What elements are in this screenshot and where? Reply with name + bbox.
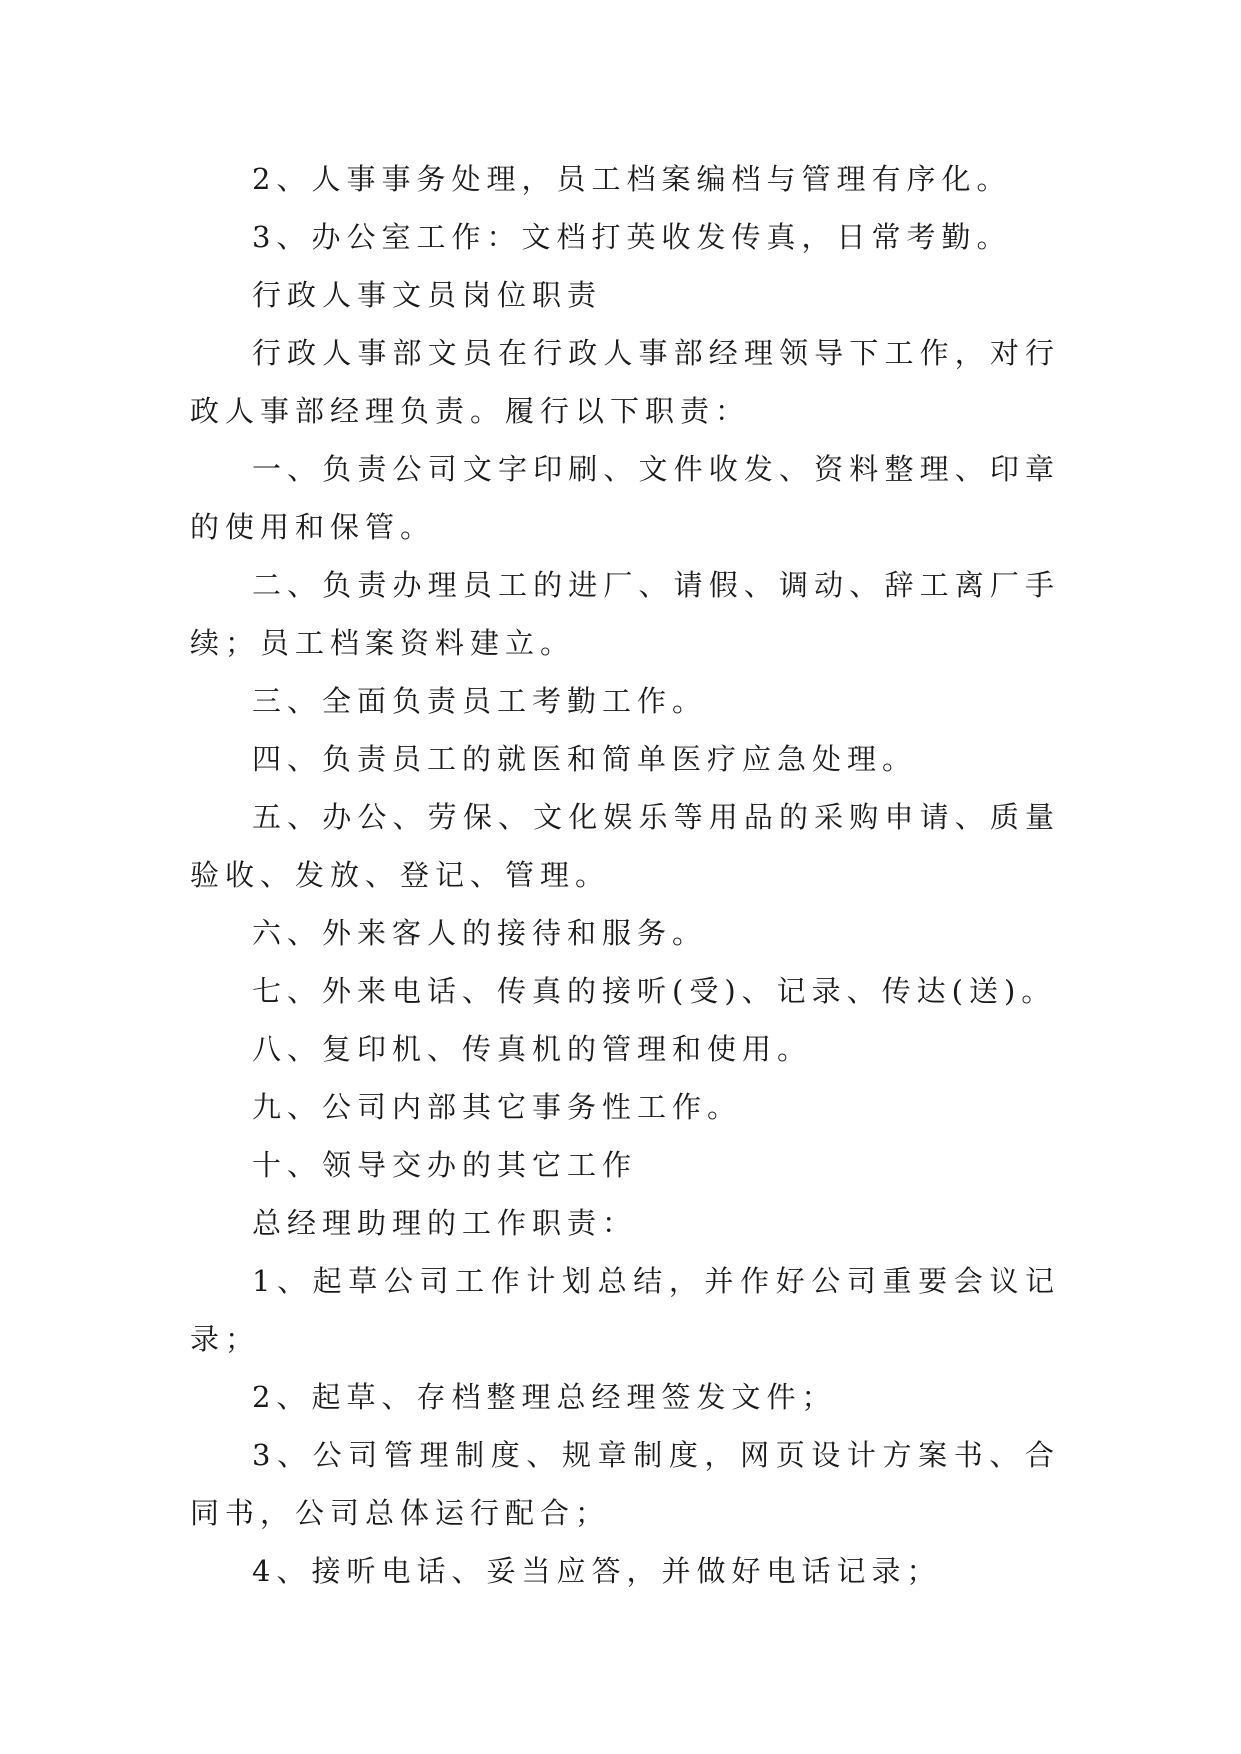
list-item: 1、起草公司工作计划总结，并作好公司重要会议记录； [190, 1264, 1060, 1356]
list-item: 九、公司内部其它事务性工作。 [252, 1090, 743, 1124]
list-item: 三、全面负责员工考勤工作。 [252, 684, 708, 718]
list-item: 一、负责公司文字印刷、文件收发、资料整理、印章的使用和保管。 [190, 452, 1060, 544]
section-heading: 行政人事文员岗位职责 [252, 278, 603, 312]
paragraph: 3、办公室工作：文档打英收发传真，日常考勤。 [252, 220, 1012, 254]
document-body [190, 150, 1060, 1600]
list-item: 六、外来客人的接待和服务。 [252, 916, 708, 950]
list-item: 十、领导交办的其它工作 [252, 1148, 638, 1182]
paragraph: 2、人事事务处理，员工档案编档与管理有序化。 [252, 162, 1012, 196]
list-item: 2、起草、存档整理总经理签发文件； [252, 1380, 837, 1414]
section-heading: 总经理助理的工作职责： [252, 1206, 638, 1240]
list-item: 4、接听电话、妥当应答，并做好电话记录； [252, 1554, 942, 1588]
list-item: 二、负责办理员工的进厂、请假、调动、辞工离厂手续；员工档案资料建立。 [190, 568, 1060, 660]
list-item: 3、公司管理制度、规章制度，网页设计方案书、合同书，公司总体运行配合； [190, 1438, 1060, 1530]
list-item: 五、办公、劳保、文化娱乐等用品的采购申请、质量验收、发放、登记、管理。 [190, 800, 1060, 892]
paragraph: 行政人事部文员在行政人事部经理领导下工作，对行政人事部经理负责。履行以下职责： [190, 336, 1060, 428]
list-item: 八、复印机、传真机的管理和使用。 [252, 1032, 813, 1066]
list-item: 四、负责员工的就医和简单医疗应急处理。 [252, 742, 918, 776]
list-item: 七、外来电话、传真的接听(受)、记录、传达(送)。 [252, 974, 1057, 1008]
